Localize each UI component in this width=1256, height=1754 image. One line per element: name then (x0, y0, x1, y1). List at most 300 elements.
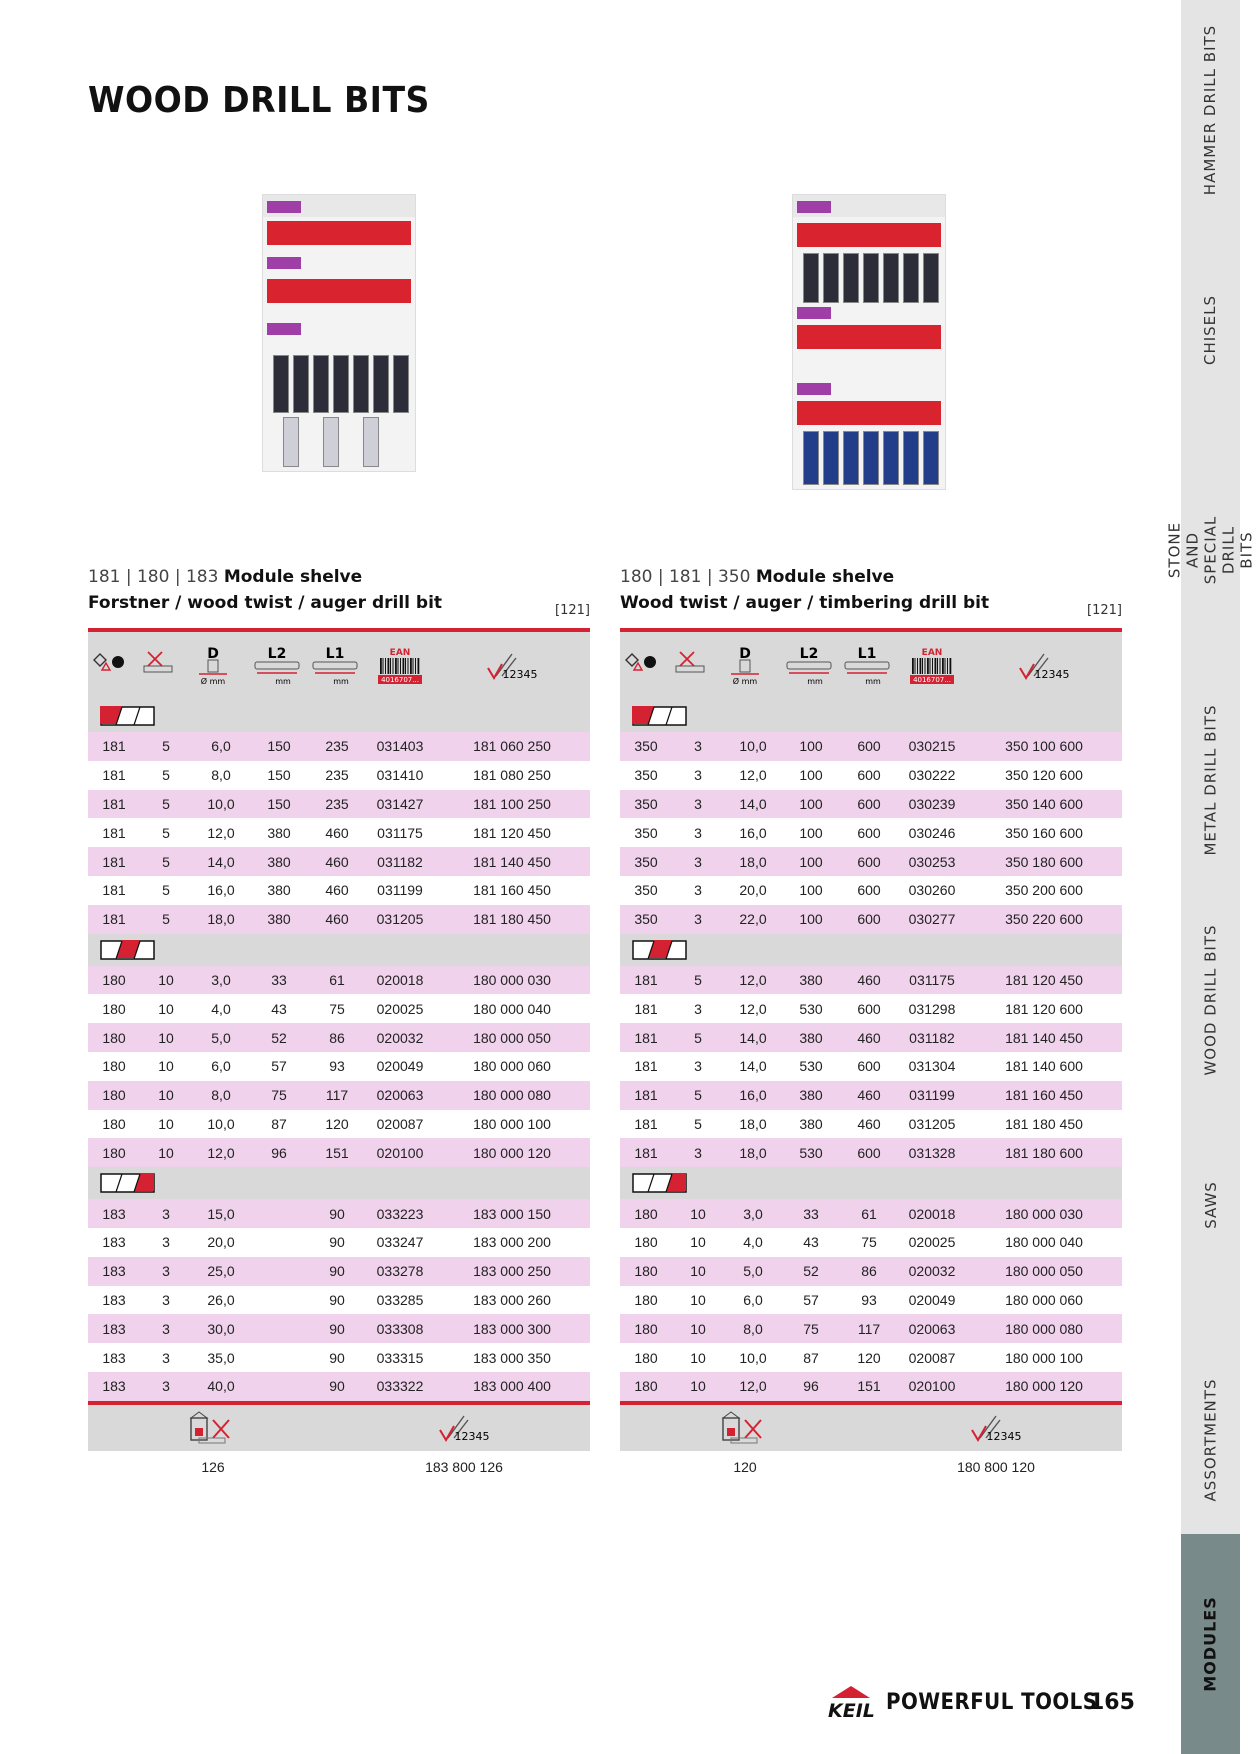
svg-text:EAN: EAN (389, 648, 411, 658)
table-cell: 020049 (366, 1052, 434, 1081)
footer-header-cell (620, 1410, 870, 1446)
table-row (620, 1257, 1122, 1286)
table-cell: 530 (782, 994, 840, 1023)
table-cell: 180 000 120 (966, 1372, 1122, 1401)
table-cell: 181 160 450 (966, 1081, 1122, 1110)
table-cell: 183 (88, 1314, 140, 1343)
table-cell: 5 (140, 876, 192, 905)
table-cell: 120 (840, 1343, 898, 1372)
table-cell: 180 000 060 (966, 1286, 1122, 1315)
table-cell: 35,0 (192, 1343, 250, 1372)
table-cell: 020032 (366, 1023, 434, 1052)
table-cell: 5,0 (192, 1023, 250, 1052)
svg-text:4016707...: 4016707... (381, 676, 419, 684)
table-cell: 3 (672, 1138, 724, 1167)
table-row (620, 732, 1122, 761)
table-cell: 181 (88, 876, 140, 905)
table-cell: 12,0 (192, 1138, 250, 1167)
table-cell: 031205 (898, 1110, 966, 1139)
table-cell: 031199 (366, 876, 434, 905)
quantity-icon (672, 646, 724, 686)
column-header-cell (88, 632, 140, 700)
table-cell: 90 (308, 1199, 366, 1228)
table-cell: 380 (250, 818, 308, 847)
table-cell: 530 (782, 1138, 840, 1167)
product-table (620, 1199, 1122, 1401)
table-cell: 3 (672, 994, 724, 1023)
drill-type-badge-icon (632, 706, 688, 726)
ean-barcode-icon (374, 646, 426, 686)
table-cell: 100 (782, 732, 840, 761)
table-cell: 5,0 (724, 1257, 782, 1286)
table-cell: 181 120 450 (966, 966, 1122, 995)
table-cell: 96 (250, 1138, 308, 1167)
table-cell: 18,0 (724, 1110, 782, 1139)
table-cell: 10,0 (724, 732, 782, 761)
table-row (88, 1052, 590, 1081)
table-cell: 460 (840, 1110, 898, 1139)
table-cell: 181 180 450 (434, 905, 590, 934)
footer-header-cell (88, 1410, 338, 1446)
footer-values (620, 1451, 1122, 1483)
section-ref: [121] (555, 603, 590, 618)
table-cell: 117 (308, 1081, 366, 1110)
table-cell: 5 (140, 847, 192, 876)
sidebar-tab-metal-drill-bits[interactable]: METAL DRILL BITS (1201, 704, 1220, 856)
category-sidebar (1165, 0, 1256, 1754)
table-cell: 5 (672, 1081, 724, 1110)
table-cell: 14,0 (724, 1023, 782, 1052)
table-cell: 033285 (366, 1286, 434, 1315)
table-cell: 61 (308, 966, 366, 995)
table-cell: 180 000 100 (434, 1110, 590, 1139)
table-cell: 350 (620, 761, 672, 790)
table-cell: 350 (620, 790, 672, 819)
column-icon-header (620, 632, 1122, 700)
table-cell: 180 000 040 (966, 1228, 1122, 1257)
table-cell: 14,0 (192, 847, 250, 876)
table-cell: 031403 (366, 732, 434, 761)
table-cell: 3 (140, 1199, 192, 1228)
table-row (620, 818, 1122, 847)
svg-text:mm: mm (333, 677, 349, 686)
table-cell: 96 (782, 1372, 840, 1401)
table-cell: 3 (140, 1228, 192, 1257)
table-cell: 033308 (366, 1314, 434, 1343)
table-cell: 3 (672, 847, 724, 876)
table-cell: 030246 (898, 818, 966, 847)
drill-type-badge-icon (632, 940, 688, 960)
table-cell: 10 (672, 1257, 724, 1286)
footer-order-number: 180 800 120 (957, 1458, 1035, 1475)
table-cell: 183 (88, 1257, 140, 1286)
table-cell: 15,0 (192, 1199, 250, 1228)
table-cell: 180 (88, 1023, 140, 1052)
table-cell: 020087 (898, 1343, 966, 1372)
table-cell: 20,0 (192, 1228, 250, 1257)
section-codes-line: 180 | 181 | 350 Module shelve (620, 567, 895, 587)
svg-text:mm: mm (275, 677, 291, 686)
table-cell: 181 (88, 790, 140, 819)
table-cell: 16,0 (192, 876, 250, 905)
column-header-cell (782, 632, 840, 700)
table-cell: 180 000 050 (434, 1023, 590, 1052)
sidebar-tab-chisels[interactable]: CHISELS (1201, 294, 1220, 366)
table-cell: 93 (840, 1286, 898, 1315)
table-cell: 180 (620, 1314, 672, 1343)
svg-text:D: D (207, 646, 219, 662)
table-cell: 3 (672, 1052, 724, 1081)
table-cell: 183 000 260 (434, 1286, 590, 1315)
table-row (88, 1138, 590, 1167)
table-cell: 5 (140, 732, 192, 761)
table-cell: 350 200 600 (966, 876, 1122, 905)
table-row (620, 1314, 1122, 1343)
table-cell: 181 180 600 (966, 1138, 1122, 1167)
table-cell: 181 080 250 (434, 761, 590, 790)
group-header (88, 1167, 590, 1199)
table-cell: 380 (782, 1081, 840, 1110)
table-cell: 031199 (898, 1081, 966, 1110)
table-cell: 10 (672, 1199, 724, 1228)
product-table (620, 732, 1122, 934)
table-cell: 600 (840, 732, 898, 761)
drill-type-badge-icon (100, 940, 156, 960)
table-cell: 350 (620, 905, 672, 934)
table-cell: 030260 (898, 876, 966, 905)
table-cell: 8,0 (192, 1081, 250, 1110)
table-cell: 031182 (898, 1023, 966, 1052)
column-header-cell (620, 632, 672, 700)
table-row (620, 1372, 1122, 1401)
table-cell: 18,0 (724, 1138, 782, 1167)
table-cell: 4,0 (724, 1228, 782, 1257)
table-row (620, 1228, 1122, 1257)
footer-icon-header (88, 1401, 590, 1451)
table-cell: 3 (140, 1314, 192, 1343)
table-cell: 181 (620, 1081, 672, 1110)
svg-text:mm: mm (807, 677, 823, 686)
table-cell: 180 000 080 (966, 1314, 1122, 1343)
table-cell (250, 1199, 308, 1228)
column-header-cell (366, 632, 434, 700)
table-cell: 181 (620, 1023, 672, 1052)
table-cell: 460 (840, 1081, 898, 1110)
table-row (620, 1052, 1122, 1081)
table-cell: 33 (782, 1199, 840, 1228)
product-table (88, 732, 590, 934)
table-row (88, 1314, 590, 1343)
table-cell: 350 220 600 (966, 905, 1122, 934)
table-cell: 031410 (366, 761, 434, 790)
module-quantity-icon (185, 1410, 241, 1446)
table-cell: 87 (782, 1343, 840, 1372)
table-cell: 90 (308, 1343, 366, 1372)
group-header (88, 934, 590, 966)
table-cell: 151 (840, 1372, 898, 1401)
table-cell: 10 (672, 1228, 724, 1257)
sidebar-tab-stone-special-drill-bits[interactable]: STONE AND SPECIAL DRILL BITS (1165, 515, 1256, 585)
table-cell: 5 (672, 966, 724, 995)
svg-text:Ø mm: Ø mm (732, 677, 758, 686)
article-number-icon (620, 646, 672, 686)
table-cell: 52 (782, 1257, 840, 1286)
table-cell: 020063 (898, 1314, 966, 1343)
section-ref: [121] (1087, 603, 1122, 618)
table-row (88, 1199, 590, 1228)
table-cell: 52 (250, 1023, 308, 1052)
table-cell: 10 (140, 994, 192, 1023)
table-cell: 020100 (898, 1372, 966, 1401)
product-photo-right (792, 194, 946, 490)
table-cell: 181 (88, 905, 140, 934)
footer-values (88, 1451, 590, 1483)
table-cell: 030277 (898, 905, 966, 934)
table-cell: 183 000 350 (434, 1343, 590, 1372)
column-icon-header (88, 632, 590, 700)
table-cell: 10,0 (192, 790, 250, 819)
table-cell: 180 (620, 1199, 672, 1228)
table-cell (250, 1228, 308, 1257)
order-number-icon (482, 646, 542, 686)
table-cell: 181 (620, 1052, 672, 1081)
table-cell: 030215 (898, 732, 966, 761)
table-cell: 100 (782, 790, 840, 819)
table-row (88, 1023, 590, 1052)
svg-text:L1: L1 (857, 646, 877, 662)
table-cell: 10 (672, 1343, 724, 1372)
ean-barcode-icon (906, 646, 958, 686)
table-cell: 030222 (898, 761, 966, 790)
table-cell: 020063 (366, 1081, 434, 1110)
order-number-icon (966, 1408, 1026, 1448)
table-cell: 75 (250, 1081, 308, 1110)
table-cell: 033278 (366, 1257, 434, 1286)
table-cell: 3,0 (724, 1199, 782, 1228)
table-row (88, 818, 590, 847)
table-cell: 8,0 (724, 1314, 782, 1343)
table-cell: 117 (840, 1314, 898, 1343)
product-table (620, 966, 1122, 1168)
table-cell: 181 120 450 (434, 818, 590, 847)
table-cell: 12,0 (724, 994, 782, 1023)
table-cell: 181 120 600 (966, 994, 1122, 1023)
group-header (88, 700, 590, 732)
table-cell: 180 000 060 (434, 1052, 590, 1081)
table-cell: 020049 (898, 1286, 966, 1315)
table-cell: 033223 (366, 1199, 434, 1228)
table-cell: 180 (88, 966, 140, 995)
drill-type-badge-icon (100, 706, 156, 726)
sidebar-tab-wood-drill-bits[interactable]: WOOD DRILL BITS (1201, 924, 1220, 1076)
table-cell: 600 (840, 1052, 898, 1081)
table-cell: 12,0 (724, 966, 782, 995)
table-row (88, 761, 590, 790)
table-cell: 350 160 600 (966, 818, 1122, 847)
table-cell: 030239 (898, 790, 966, 819)
table-cell: 180 (620, 1343, 672, 1372)
section-left (88, 564, 590, 1483)
table-row (620, 966, 1122, 995)
table-cell: 350 180 600 (966, 847, 1122, 876)
table-cell: 180 (88, 1052, 140, 1081)
table-cell: 120 (308, 1110, 366, 1139)
table-cell: 57 (250, 1052, 308, 1081)
table-cell (250, 1343, 308, 1372)
table-row (88, 1110, 590, 1139)
table-cell: 43 (782, 1228, 840, 1257)
table-cell: 031304 (898, 1052, 966, 1081)
table-cell: 181 140 450 (966, 1023, 1122, 1052)
table-cell: 18,0 (724, 847, 782, 876)
table-cell: 020018 (898, 1199, 966, 1228)
column-header-cell (724, 632, 782, 700)
table-cell: 235 (308, 732, 366, 761)
table-cell: 600 (840, 994, 898, 1023)
article-number-icon (88, 646, 140, 686)
table-cell: 181 (620, 994, 672, 1023)
table-cell: 150 (250, 790, 308, 819)
keil-logo (824, 1684, 878, 1720)
table-row (88, 1286, 590, 1315)
table-cell: 181 (620, 1110, 672, 1139)
table-cell: 10 (672, 1314, 724, 1343)
page-title: WOOD DRILL BITS (88, 80, 430, 121)
table-cell: 5 (672, 1110, 724, 1139)
table-cell: 10,0 (724, 1343, 782, 1372)
column-header-cell (192, 632, 250, 700)
table-cell: 3,0 (192, 966, 250, 995)
table-cell: 90 (308, 1228, 366, 1257)
table-cell: 3 (140, 1286, 192, 1315)
table-cell: 031298 (898, 994, 966, 1023)
table-cell: 235 (308, 790, 366, 819)
table-cell: 25,0 (192, 1257, 250, 1286)
table-cell (250, 1314, 308, 1343)
table-cell: 181 160 450 (434, 876, 590, 905)
table-cell: 181 (88, 847, 140, 876)
table-cell: 020018 (366, 966, 434, 995)
footer-order-number: 183 800 126 (425, 1458, 503, 1475)
table-row (88, 905, 590, 934)
page-number: 165 (1089, 1690, 1135, 1715)
table-cell: 10 (140, 1081, 192, 1110)
table-cell: 90 (308, 1372, 366, 1401)
table-cell: 031328 (898, 1138, 966, 1167)
table-cell: 180 000 030 (434, 966, 590, 995)
table-row (620, 1343, 1122, 1372)
table-row (620, 761, 1122, 790)
table-cell: 183 (88, 1372, 140, 1401)
table-row (620, 1110, 1122, 1139)
table-cell: 3 (672, 790, 724, 819)
table-cell: 150 (250, 761, 308, 790)
table-cell: 10 (140, 1138, 192, 1167)
table-row (620, 847, 1122, 876)
total-length-icon (311, 646, 363, 686)
svg-text:12345: 12345 (1034, 668, 1070, 681)
table-row (88, 790, 590, 819)
table-cell: 6,0 (192, 1052, 250, 1081)
footer-icon-header (620, 1401, 1122, 1451)
table-cell: 3 (672, 876, 724, 905)
svg-text:L1: L1 (325, 646, 345, 662)
sidebar-tab-hammer-drill-bits[interactable]: HAMMER DRILL BITS (1201, 24, 1220, 196)
section-subtitle: Wood twist / auger / timbering drill bit [121] (620, 590, 1122, 616)
table-cell: 90 (308, 1286, 366, 1315)
section-right (620, 564, 1122, 1483)
table-cell: 020100 (366, 1138, 434, 1167)
table-cell: 100 (782, 905, 840, 934)
table-cell: 033322 (366, 1372, 434, 1401)
group-header (620, 934, 1122, 966)
column-header-cell (250, 632, 308, 700)
table-cell: 61 (840, 1199, 898, 1228)
table-cell: 460 (840, 1023, 898, 1052)
order-number-icon (434, 1408, 494, 1448)
table-cell: 6,0 (724, 1286, 782, 1315)
table-cell: 460 (308, 847, 366, 876)
table-row (88, 966, 590, 995)
table-cell: 5 (672, 1023, 724, 1052)
sidebar-tab-saws[interactable]: SAWS (1201, 1181, 1220, 1229)
table-cell: 183 000 400 (434, 1372, 590, 1401)
footer-header-cell (338, 1408, 590, 1448)
table-cell: 183 (88, 1343, 140, 1372)
table-cell: 86 (308, 1023, 366, 1052)
table-cell: 600 (840, 761, 898, 790)
sidebar-tab-assortments[interactable]: ASSORTMENTS (1201, 1378, 1220, 1502)
column-header-cell (308, 632, 366, 700)
table-cell: 031182 (366, 847, 434, 876)
table-cell: 75 (308, 994, 366, 1023)
table-cell: 350 100 600 (966, 732, 1122, 761)
group-header (620, 700, 1122, 732)
order-number-icon (1014, 646, 1074, 686)
table-cell: 460 (308, 818, 366, 847)
svg-text:mm: mm (865, 677, 881, 686)
brand-tagline: POWERFUL TOOLS (886, 1689, 1098, 1715)
table-cell: 181 100 250 (434, 790, 590, 819)
table-cell: 031427 (366, 790, 434, 819)
footer-header-cell (870, 1408, 1122, 1448)
table-row (88, 876, 590, 905)
sidebar-tab-modules[interactable]: MODULES (1181, 1534, 1240, 1754)
table-row (88, 1343, 590, 1372)
table-cell: 180 (88, 1081, 140, 1110)
table-cell: 10 (140, 966, 192, 995)
footer-count: 126 (201, 1458, 225, 1475)
table-cell: 030253 (898, 847, 966, 876)
table-cell: 3 (672, 905, 724, 934)
table-cell: 14,0 (724, 790, 782, 819)
table-row (620, 1081, 1122, 1110)
table-row (620, 790, 1122, 819)
table-cell: 380 (782, 1023, 840, 1052)
table-cell: 380 (782, 966, 840, 995)
svg-text:12345: 12345 (454, 1429, 490, 1443)
table-cell (250, 1286, 308, 1315)
table-cell: 5 (140, 818, 192, 847)
table-cell: 22,0 (724, 905, 782, 934)
table-cell: 600 (840, 790, 898, 819)
table-cell: 181 140 600 (966, 1052, 1122, 1081)
table-cell: 10 (140, 1052, 192, 1081)
table-cell: 3 (672, 732, 724, 761)
svg-text:L2: L2 (799, 646, 819, 662)
table-cell: 181 (620, 966, 672, 995)
table-cell: 100 (782, 876, 840, 905)
